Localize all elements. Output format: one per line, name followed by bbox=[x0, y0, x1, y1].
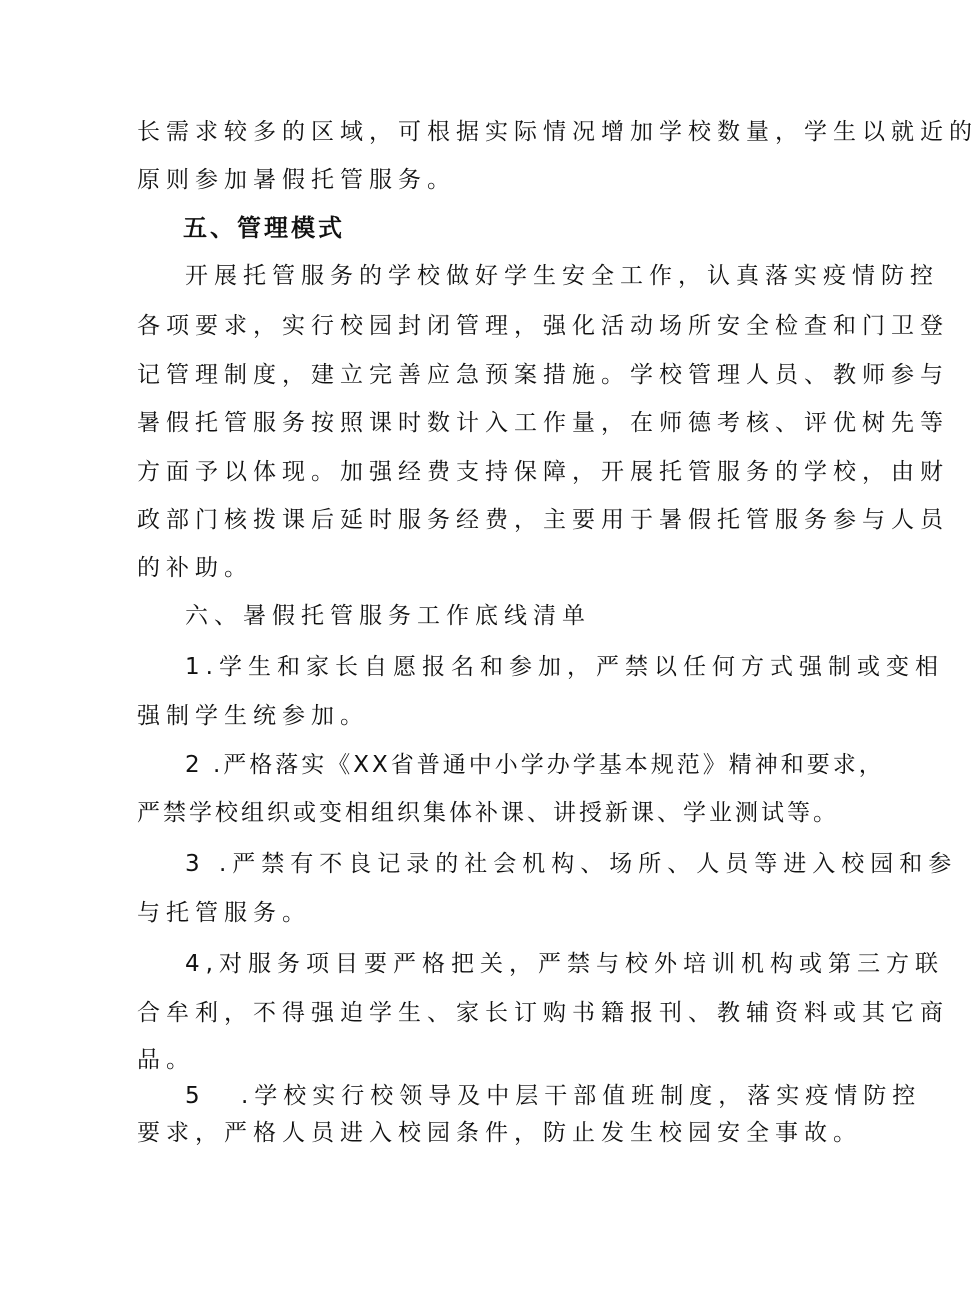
item-1-line-2: 强制学生统参加。 bbox=[137, 703, 369, 729]
section-5-line-1: 开展托管服务的学校做好学生安全工作，认真落实疫情防控 bbox=[185, 263, 939, 289]
section-6-heading: 六、暑假托管服务工作底线清单 bbox=[185, 603, 591, 629]
section-5-line-3: 记管理制度，建立完善应急预案措施。学校管理人员、教师参与 bbox=[137, 362, 949, 388]
item-5-line-1 bbox=[185, 1081, 922, 1111]
section-5-line-7: 的补助。 bbox=[137, 555, 253, 581]
section-5-line-5: 方面予以体现。加强经费支持保障，开展托管服务的学校，由财 bbox=[137, 459, 949, 485]
continuation-line-2: 原则参加暑假托管服务。 bbox=[137, 167, 456, 193]
item-5-number: 5 bbox=[185, 1083, 206, 1109]
item-2-line-1: 2 .严格落实《XX省普通中小学办学基本规范》精神和要求， bbox=[185, 752, 885, 778]
item-5-text: .学校实行校领导及中层干部值班制度，落实疫情防控 bbox=[241, 1083, 922, 1109]
section-5-line-6: 政部门核拨课后延时服务经费，主要用于暑假托管服务参与人员 bbox=[137, 507, 949, 533]
section-5-heading: 五、管理模式 bbox=[183, 214, 345, 242]
item-3-line-1: 3 .严禁有不良记录的社会机构、场所、人员等进入校园和参 bbox=[185, 851, 958, 877]
item-4-line-2: 合牟利，不得强迫学生、家长订购书籍报刊、教辅资料或其它商 bbox=[137, 1000, 949, 1026]
section-5-line-2: 各项要求，实行校园封闭管理，强化活动场所安全检查和门卫登 bbox=[137, 313, 949, 339]
item-3-line-2: 与托管服务。 bbox=[137, 900, 311, 926]
item-4-line-1: 4,对服务项目要严格把关，严禁与校外培训机构或第三方联 bbox=[185, 951, 944, 977]
continuation-line-1: 长需求较多的区域，可根据实际情况增加学校数量，学生以就近的 bbox=[137, 119, 978, 145]
section-5-line-4: 暑假托管服务按照课时数计入工作量，在师德考核、评优树先等 bbox=[137, 410, 949, 436]
item-4-line-3: 品。 bbox=[137, 1047, 195, 1073]
item-1-line-1: 1.学生和家长自愿报名和参加，严禁以任何方式强制或变相 bbox=[185, 654, 944, 680]
item-2-line-2: 严禁学校组织或变相组织集体补课、讲授新课、学业测试等。 bbox=[137, 800, 839, 826]
item-5-line-2: 要求，严格人员进入校园条件，防止发生校园安全事故。 bbox=[137, 1120, 862, 1146]
